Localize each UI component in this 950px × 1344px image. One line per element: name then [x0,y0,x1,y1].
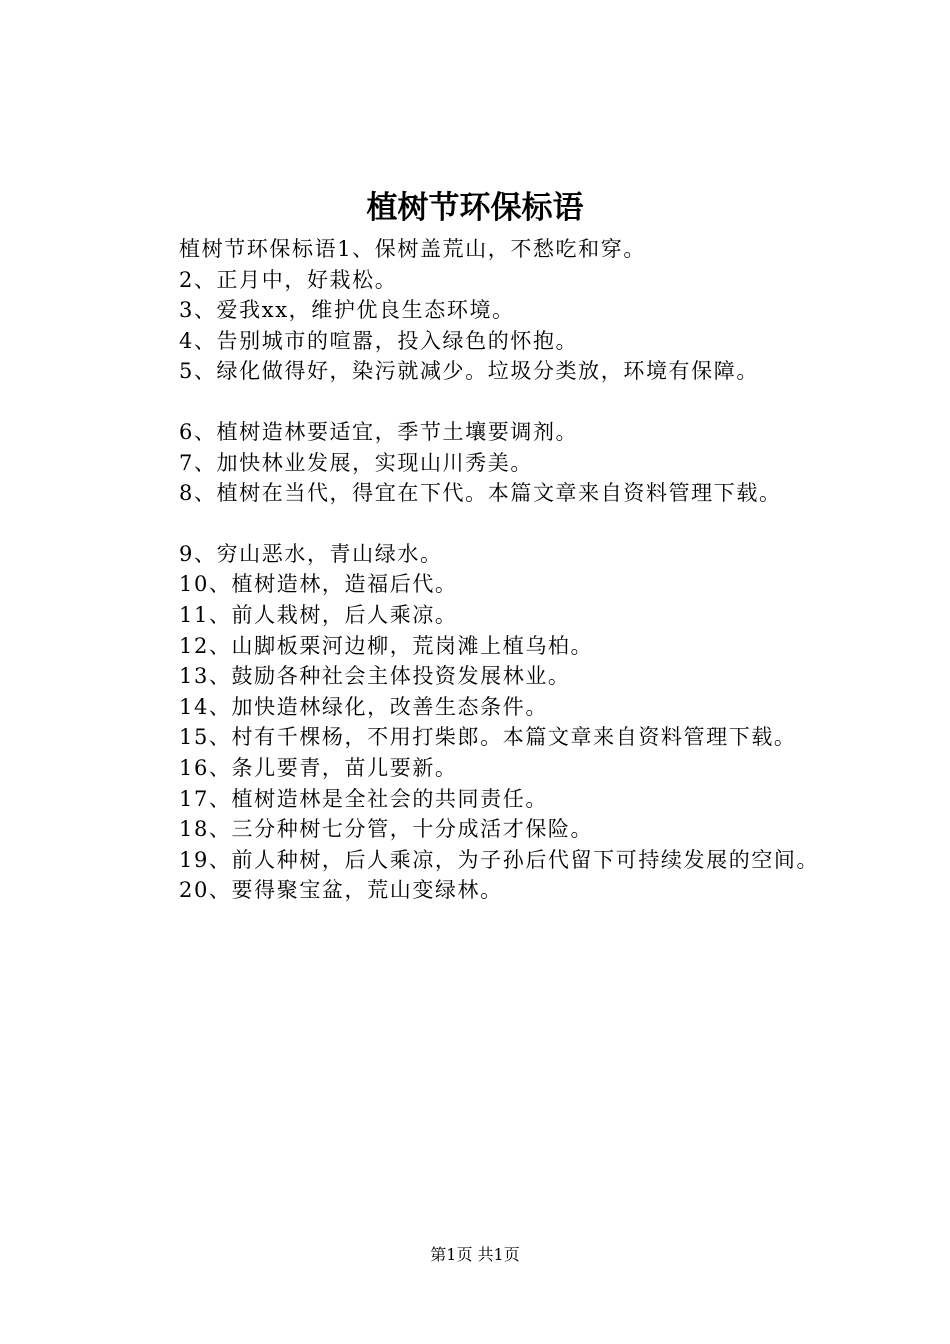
paragraph-1: 植树节环保标语1、保树盖荒山，不愁吃和穿。 [179,237,646,261]
paragraph-17: 17、植树造林是全社会的共同责任。 [179,786,548,811]
document-body [130,234,850,906]
paragraph-2: 2、正月中，好栽松。 [179,267,398,292]
paragraph-19: 19、前人种树，后人乘凉，为子孙后代留下可持续发展的空间。 [179,847,820,872]
page-footer: 第1页 共1页 [430,1245,520,1264]
paragraph-15: 15、村有千棵杨，不用打柴郎。本篇文章来自资料管理下载。 [179,725,797,750]
paragraph-10: 10、植树造林，造福后代。 [179,572,458,597]
paragraph-11: 11、前人栽树，后人乘凉。 [179,602,458,627]
paragraph-4: 4、告别城市的喧嚣，投入绿色的怀抱。 [179,328,579,353]
paragraph-16: 16、条儿要青，苗儿要新。 [179,755,458,780]
paragraph-3: 3、爱我xx，维护优良生态环境。 [179,298,515,323]
paragraph-14: 14、加快造林绿化，改善生态条件。 [179,694,548,719]
paragraph-20: 20、要得聚宝盆，荒山变绿林。 [179,878,503,903]
paragraph-8: 8、植树在当代，得宜在下代。本篇文章来自资料管理下载。 [179,481,782,506]
paragraph-5: 5、绿化做得好，染污就减少。垃圾分类放，环境有保障。 [179,359,759,384]
paragraph-13: 13、鼓励各种社会主体投资发展林业。 [179,664,571,689]
document-title: 植树节环保标语 [366,190,584,226]
paragraph-12: 12、山脚板栗河边柳，荒岗滩上植乌柏。 [179,633,594,658]
paragraph-6: 6、植树造林要适宜，季节土壤要调剂。 [179,419,579,444]
paragraph-9: 9、穷山恶水，青山绿水。 [179,541,443,566]
paragraph-7: 7、加快林业发展，实现山川秀美。 [179,450,533,475]
paragraph-18: 18、三分种树七分管，十分成活才保险。 [179,817,594,842]
